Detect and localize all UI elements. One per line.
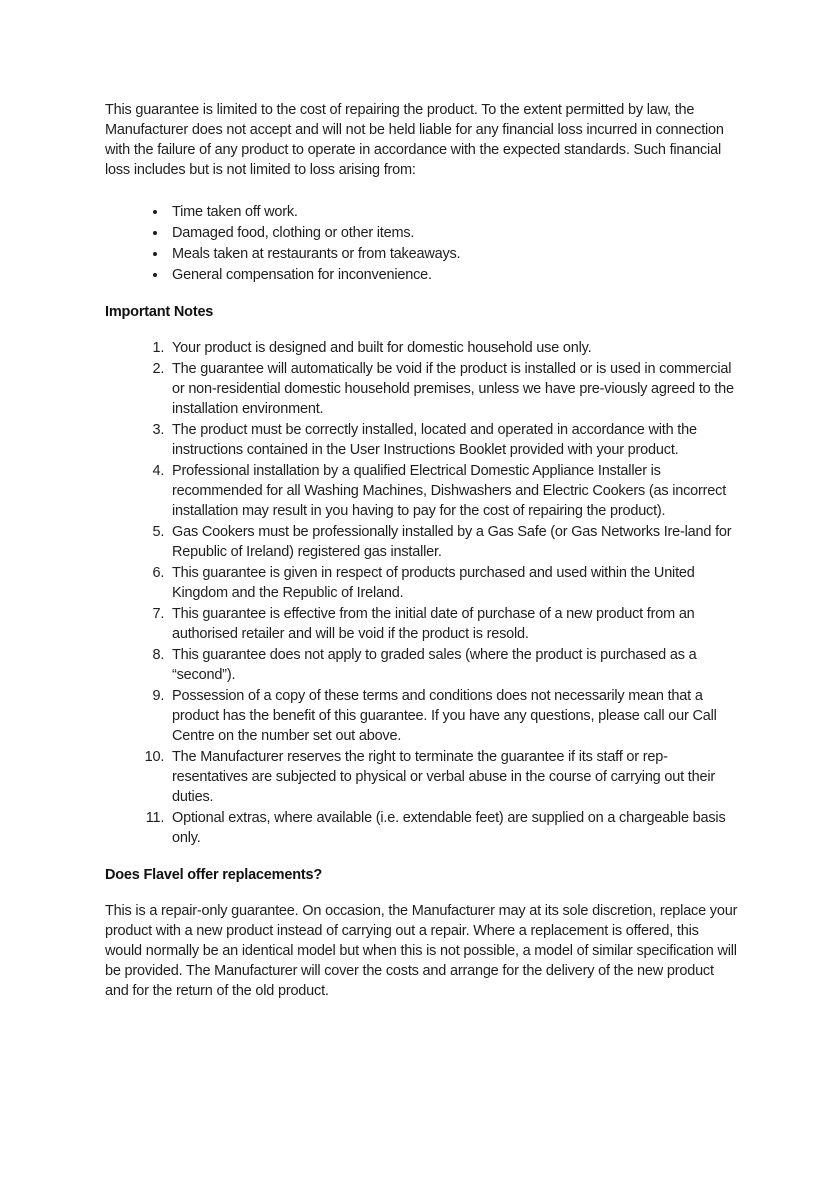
intro-paragraph: This guarantee is limited to the cost of repairing the product. To the extent permitted by law, the Manufacturer does not accept and will not be held liable for any financial loss incurred in connection with the failure of any product to operate in accordance with the expected standards. Such financial loss includes but is not limited to loss arising from:	[105, 102, 724, 178]
list-item: • Time taken off work.	[168, 202, 739, 223]
replacements-heading: Does Flavel offer replacements?	[105, 867, 323, 883]
list-item: 8. This guarantee does not apply to graded sales (where the product is purchased as a “second”).	[168, 645, 739, 686]
list-item: • Meals taken at restaurants or from takeaways.	[168, 244, 739, 265]
list-item: 3. The product must be correctly installed, located and operated in accordance with the instructions contained in the User Instructions Booklet provided with your product.	[168, 420, 739, 461]
list-item: 11. Optional extras, where available (i.e. extendable feet) are supplied on a chargeable basis only.	[168, 808, 739, 849]
list-item: 6. This guarantee is given in respect of products purchased and used within the United Kingdom and the Republic of Ireland.	[168, 563, 739, 604]
replacements-paragraph: This is a repair-only guarantee. On occasion, the Manufacturer may at its sole discretion, replace your product with a new product instead of carrying out a repair. Where a replacement is offered, this would normally be an identical model but when this is not possible, a model of similar specification will be provided. The Manufacturer will cover the costs and arrange for the delivery of the new product and for the return of the old product.	[105, 903, 738, 999]
financial-loss-list	[105, 202, 739, 286]
document-content	[105, 100, 739, 1017]
list-item: 9. Possession of a copy of these terms and conditions does not necessarily mean that a product has the benefit of this guarantee. If you have any questions, please call our Call Centre on the number set out above.	[168, 686, 739, 747]
list-item: 5. Gas Cookers must be professionally installed by a Gas Safe (or Gas Networks Ire-land for Republic of Ireland) registered gas installer.	[168, 522, 739, 563]
list-item: 4. Professional installation by a qualified Electrical Domestic Appliance Installer is recommended for all Washing Machines, Dishwashers and Electric Cookers (as incorrect installation may result in you having to pay for the cost of repairing the product).	[168, 461, 739, 522]
important-notes-heading: Important Notes	[105, 304, 214, 320]
list-item: • Damaged food, clothing or other items.	[168, 223, 739, 244]
list-item: 10. The Manufacturer reserves the right to terminate the guarantee if its staff or rep-resentatives are subjected to physical or verbal abuse in the course of carrying out their duties.	[168, 747, 739, 808]
list-item: 7. This guarantee is effective from the initial date of purchase of a new product from an authorised retailer and will be void if the product is resold.	[168, 604, 739, 645]
list-item: 1. Your product is designed and built for domestic household use only.	[168, 338, 739, 359]
list-item: 2. The guarantee will automatically be void if the product is installed or is used in commercial or non-residential domestic household premises, unless we have pre-viously agreed to the installation environment.	[168, 359, 739, 420]
list-item: • General compensation for inconvenience.	[168, 265, 739, 286]
important-notes-list	[105, 338, 739, 849]
